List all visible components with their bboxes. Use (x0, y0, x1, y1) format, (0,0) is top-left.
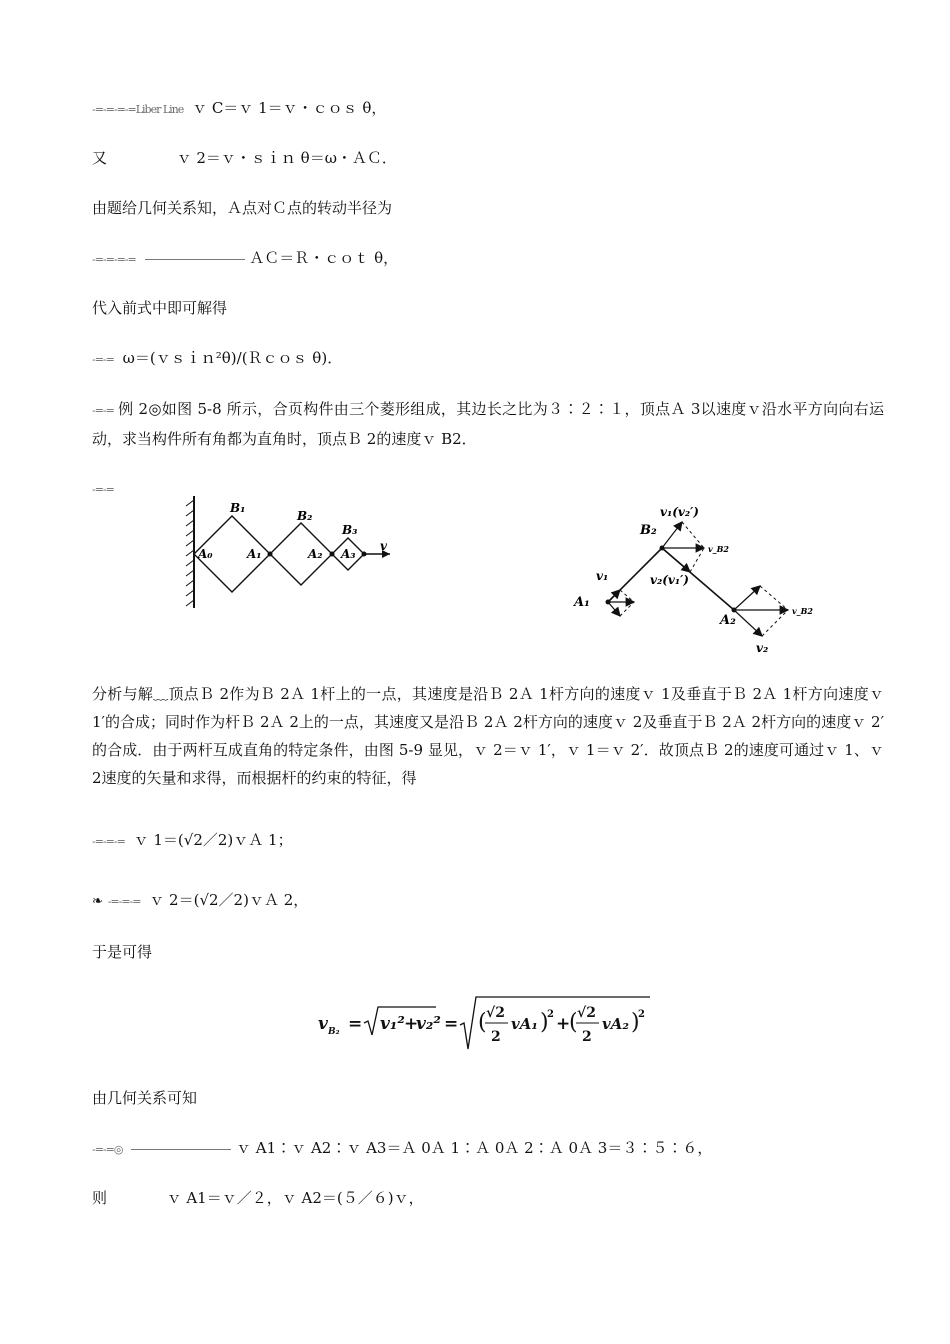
frac-den-1: 2 (491, 1029, 501, 1045)
label-v2-v1prime: v₂(v₁′) (650, 573, 689, 587)
line-text: ω＝(ｖｓｉｎ²θ)/(Ｒｃｏｓ θ)． (122, 349, 343, 367)
square-2: 2 (638, 1009, 645, 1020)
label-b3: B₃ (342, 523, 358, 537)
label-vb2-bottom: v_B2 (792, 606, 813, 616)
label-a1: A₁ (247, 547, 262, 561)
example-2-paragraph (92, 395, 884, 453)
paren-open-1: ( (478, 1010, 487, 1035)
joint-a1 (268, 552, 273, 557)
line-text: ｖ C＝ｖ 1＝ｖ・ｃｏｓ θ， (192, 99, 387, 117)
label-v2-bottom: v₂ (756, 641, 769, 655)
formula-v1sq: v₁² (380, 1014, 405, 1034)
wall-hatching (186, 500, 194, 606)
dashed-a2-a (760, 586, 788, 610)
formula-eq: = (348, 1014, 363, 1034)
paragraph-text: 例 2◎如图 5-8 所示，合页构件由三个菱形组成，其边长之比为３∶２∶１，顶点Ａ 3以速度ｖ沿水平方向向右运动，求当构件所有角都为直角时，顶点Ｂ 2的速度ｖ B2． (92, 400, 884, 448)
vector-a2-v2 (734, 610, 762, 636)
paren-close-2: ) (631, 1010, 640, 1035)
vector-a2-v1 (734, 586, 760, 610)
joint-a2 (330, 552, 335, 557)
line-v1-eq (92, 830, 293, 852)
formula-eq2: = (444, 1014, 459, 1034)
dashed-a2-b (762, 610, 788, 636)
line-substitute (92, 298, 227, 318)
line-figure-lead (92, 478, 118, 500)
paren-open-2: ( (569, 1010, 578, 1035)
formula-vb2 (318, 995, 658, 1051)
line-text: 由题给几何关系知，Ａ点对Ｃ点的转动半径为 (92, 199, 393, 217)
line-ratio (92, 1138, 712, 1160)
line-text: ｖ 2＝ｖ・ｓｉｎ θ＝ω・ＡＣ． (176, 149, 397, 167)
line-text: 于是可得 (92, 943, 153, 961)
vector-b2-v2 (662, 548, 690, 572)
line-text: ｖ A1∶ｖ A2∶ｖ A3＝Ａ 0Ａ 1∶Ａ 0Ａ 2∶Ａ 0Ａ 3＝３∶５∶６， (236, 1139, 713, 1157)
snail-icon: ❧ (92, 894, 103, 909)
paren-close-1: ) (540, 1010, 549, 1035)
line-lead: -=-=-=-=Liber Line (92, 103, 184, 116)
line-text: ｖ 2＝(√2／2)ｖＡ 2， (149, 891, 309, 909)
dashed-a1-a (620, 590, 634, 602)
label-b2: B₂ (640, 523, 657, 538)
vector-b2-v1 (662, 522, 682, 548)
line-lead: 又 (92, 149, 108, 167)
line-geometry-relation (92, 1088, 197, 1108)
line-v2 (92, 148, 397, 168)
label-b1: B₁ (230, 501, 246, 515)
dashed-a1-b (620, 602, 634, 616)
frac-den-2: 2 (582, 1029, 592, 1045)
formula-lhs: v (318, 1014, 328, 1034)
label-a2: A₂ (308, 547, 323, 561)
line-lead: -=-=◎ (92, 1143, 123, 1156)
decorative-rule (145, 259, 245, 260)
line-lead: -=-= (92, 404, 114, 417)
term-va1: vA₁ (511, 1015, 538, 1033)
label-a3: A₃ (341, 547, 356, 561)
line-text: ｖ 1＝(√2／2)ｖＡ 1； (133, 831, 293, 849)
line-text: 代入前式中即可解得 (92, 299, 228, 317)
line-text: ＡＣ＝Ｒ・ｃｏｔ θ， (249, 249, 399, 267)
figure-linkage (180, 492, 400, 612)
line-v2-eq (92, 890, 308, 912)
line-lead: 则 (92, 1189, 108, 1207)
line-geometry (92, 198, 392, 218)
figure-velocity-decomposition (570, 498, 830, 658)
label-a0: A₀ (198, 547, 213, 561)
line-ac (92, 248, 398, 270)
line-thus (92, 942, 152, 962)
label-a2: A₂ (720, 613, 736, 628)
label-b2: B₂ (297, 509, 313, 523)
label-v: v (380, 539, 387, 553)
line-lead: -=-= (92, 353, 114, 366)
formula-plus: + (404, 1014, 419, 1034)
decorative-rule (131, 1149, 231, 1150)
formula-plus-2: + (556, 1014, 571, 1034)
label-v1-v2prime: v₁(v₂′) (660, 505, 699, 519)
line-vc (92, 98, 386, 120)
vector-a1-v1 (608, 590, 620, 602)
vector-a1-perp (608, 602, 620, 616)
line-omega (92, 348, 342, 370)
label-a1: A₁ (574, 595, 590, 610)
line-result (92, 1188, 424, 1208)
dashed-b2-a (682, 522, 704, 548)
line-lead: -=-=-= (92, 835, 125, 848)
frac-num-1: √2 (486, 1005, 505, 1021)
frac-num-2: √2 (577, 1005, 596, 1021)
analysis-paragraph (92, 680, 884, 792)
dashed-b2-b (690, 548, 704, 572)
line-lead: -=-= (92, 483, 114, 496)
line-text: ｖ A1＝ｖ／２，ｖ A2＝(５／６)ｖ， (166, 1189, 424, 1207)
term-va2: vA₂ (602, 1015, 629, 1033)
square-1: 2 (547, 1009, 554, 1020)
rhombus-2 (270, 523, 332, 585)
formula-v2sq: v₂² (416, 1014, 441, 1034)
line-lead: -=-=-= (107, 895, 141, 908)
paragraph-text: 分析与解﹏顶点Ｂ 2作为Ｂ 2Ａ 1杆上的一点，其速度是沿Ｂ 2Ａ 1杆方向的速度ｖ 1及垂直于Ｂ 2Ａ 1杆方向速度ｖ 1′的合成；同时作为杆Ｂ 2Ａ 2上的一点，其速度又是沿Ｂ 2Ａ 2杆方向的速度ｖ 2及垂直于Ｂ 2Ａ 2杆方向的速度ｖ 2′的合成．由于两杆互成直角的特定条件，由图 5-9 显见，ｖ 2＝ｖ 1′，ｖ 1＝ｖ 2′．故顶点Ｂ 2的速度可通过ｖ 1、ｖ 2速度的矢量和求得，而根据杆的约束的特征，得 (92, 685, 884, 787)
label-vb2-top: v_B2 (708, 544, 729, 554)
line-text: 由几何关系可知 (92, 1089, 198, 1107)
label-v1: v₁ (596, 569, 609, 583)
formula-lhs-sub: B₂ (328, 1027, 340, 1037)
line-lead: -=-=-=-= (92, 253, 136, 266)
